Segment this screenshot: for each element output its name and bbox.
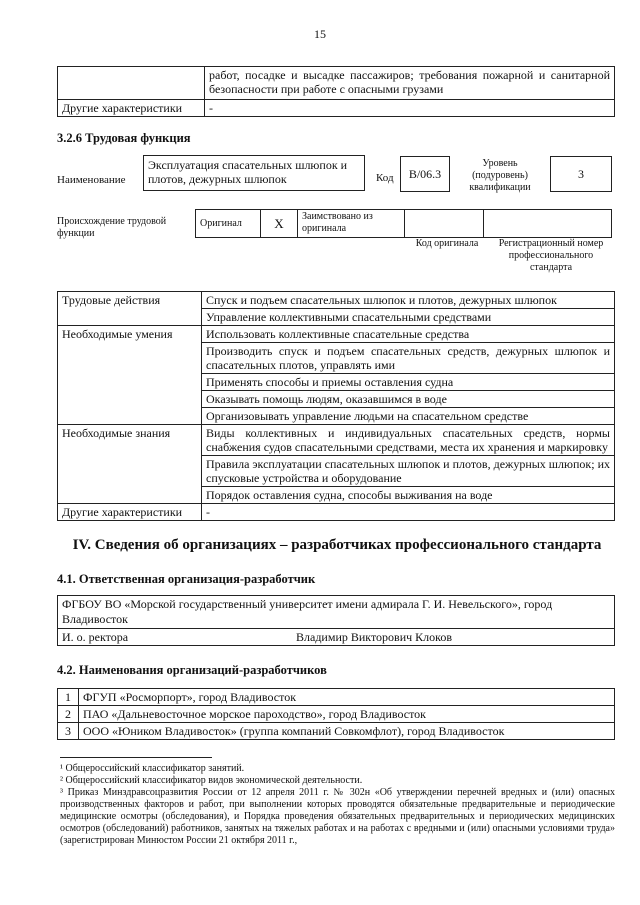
footnote-separator [60,757,212,758]
person-name: Владимир Викторович Клоков [236,629,615,646]
knowledge-label: Необходимые знания [58,425,202,504]
action-item: Спуск и подъем спасательных шлюпок и плотов, дежурных шлюпок [202,292,615,309]
section-title-iv: IV. Сведения об организациях – разработчиках профессионального стандарта [72,537,602,553]
code-label: Код [376,172,394,184]
footnote: ² Общероссийский классификатор видов экономической деятельности. [60,775,363,786]
developer-name: ПАО «Дальневосточное морское пароходство», город Владивосток [79,706,615,723]
skill-item: Применять способы и приемы оставления судна [202,374,615,391]
other-characteristics-value: - [202,504,615,521]
skill-item: Организовывать управление людьми на спасательном средстве [202,408,615,425]
footnotes [60,763,615,847]
developer-name: ФГУП «Росморпорт», город Владивосток [79,689,615,706]
origin-label: Происхождение трудовой функции [57,216,167,239]
knowledge-item: Правила эксплуатации спасательных шлюпок и плотов, дежурных шлюпок; их спусковые устройства и оборудование [202,456,615,487]
developer-name: ООО «Юником Владивосток» (группа компаний Совкомфлот), город Владивосток [79,723,615,740]
reg-number-label: Регистрационный номер профессионального стандарта [498,238,604,273]
level-value: 3 [550,156,612,192]
skill-item: Оказывать помощь людям, оказавшимся в воде [202,391,615,408]
developer-number: 2 [58,706,79,723]
function-table [57,291,615,521]
page-number: 15 [314,27,326,41]
top-table [57,66,615,117]
borrowed-label: Заимствовано из оригинала [298,210,405,238]
name-value: Эксплуатация спасательных шлюпок и плотов, дежурных шлюпок [143,155,365,191]
code-original-label: Код оригинала [415,238,479,249]
skills-label: Необходимые умения [58,326,202,425]
position: И. о. ректора [58,629,237,646]
original-label: Оригинал [196,210,261,238]
developer-number: 3 [58,723,79,740]
empty-cell [58,67,205,100]
skill-item: Производить спуск и подъем спасательных средств, дежурных шлюпок и спасательных плотов, управлять ими [202,343,615,374]
action-item: Управление коллективными спасательными средствами [202,309,615,326]
footnote: ¹ Общероссийский классификатор занятий. [60,763,245,774]
actions-label: Трудовые действия [58,292,202,326]
knowledge-item: Виды коллективных и индивидуальных спасательных средств, нормы снабжения судов спасательными средствами, места их хранения и маркировку [202,425,615,456]
continuation-text: работ, посадке и высадке пассажиров; требования пожарной и санитарной безопасности при работе с опасными грузами [205,67,615,100]
code-value: B/06.3 [400,156,450,192]
original-mark: X [261,210,298,238]
section-title-41: 4.1. Ответственная организация-разработчик [57,572,316,586]
developer-number: 1 [58,689,79,706]
other-characteristics-value: - [205,100,615,117]
responsible-org-table [57,595,615,646]
developers-table [57,688,615,740]
section-title-42: 4.2. Наименования организаций-разработчиков [57,663,327,677]
name-label: Наименование [57,174,126,186]
reg-number-cell [484,210,612,238]
footnote: ³ Приказ Минздравсоцразвития России от 12 апреля 2011 г. № 302н «Об утверждении перечней вредных и (или) опасных производственных факторов и работ, при выполнении которых проводятся обязательные предварительные и периодические медицинские осмотры (обследования), и Порядка проведения обязательных предварительных и периодических медицинских осмотров (обследований) работников, занятых на тяжелых работах и на работах с вредными и (или) опасными условиями труда» (зарегистрирован Минюстом России 21 октября 2011 г., [60,787,615,846]
level-label: Уровень (подуровень) квалификации [469,158,531,193]
code-original-cell [405,210,484,238]
org-name: ФГБОУ ВО «Морской государственный университет имени адмирала Г. И. Невельского», город Владивосток [58,596,615,629]
other-characteristics-label: Другие характеристики [58,100,205,117]
section-title-326: 3.2.6 Трудовая функция [57,131,191,145]
origin-table [195,209,612,238]
knowledge-item: Порядок оставления судна, способы выживания на воде [202,487,615,504]
other-characteristics-label: Другие характеристики [58,504,202,521]
skill-item: Использовать коллективные спасательные средства [202,326,615,343]
